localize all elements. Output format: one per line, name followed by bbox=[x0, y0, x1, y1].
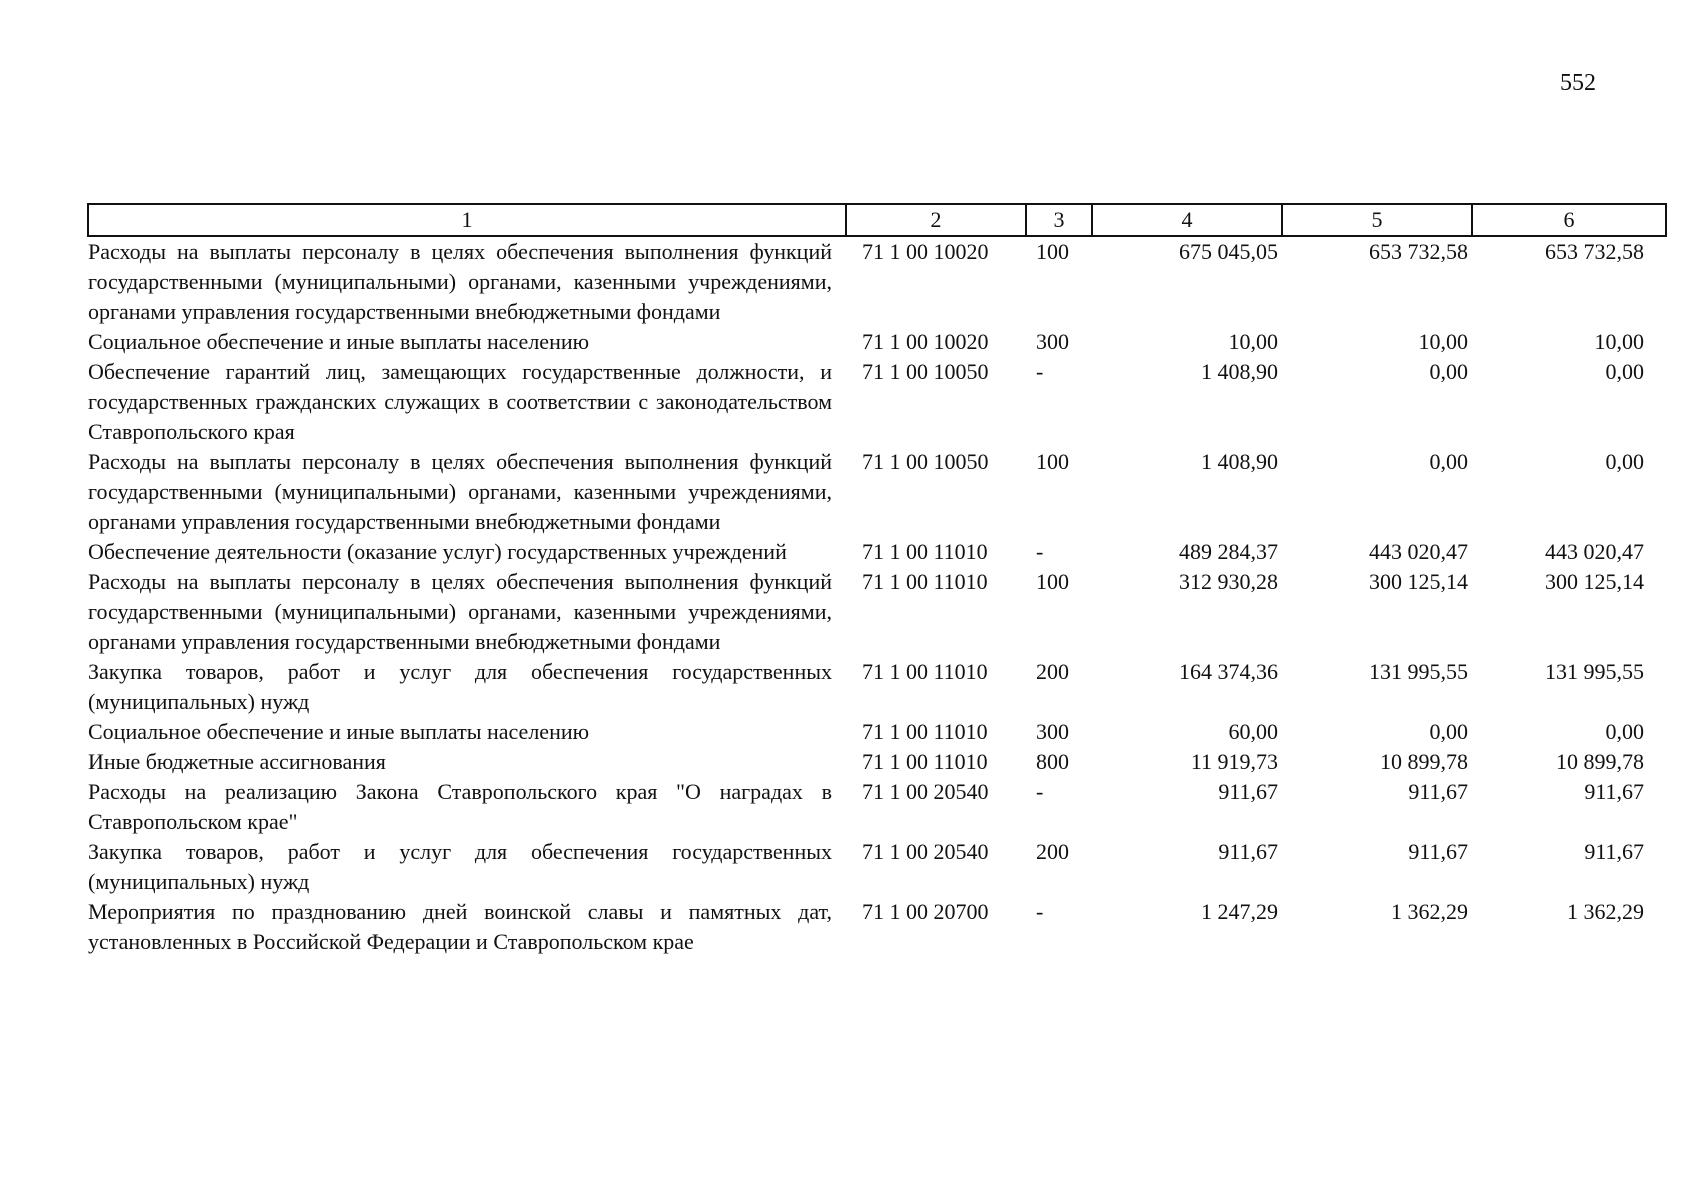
row-value-4: 164 374,36 bbox=[1179, 659, 1278, 684]
row-value-5: 653 732,58 bbox=[1369, 239, 1468, 264]
row-value-6: 300 125,14 bbox=[1545, 569, 1644, 594]
row-expense-type: - bbox=[1036, 539, 1044, 564]
row-value-6: 0,00 bbox=[1605, 449, 1644, 474]
table-row bbox=[88, 357, 1666, 447]
row-name: Расходы на выплаты персоналу в целях обеспечения выполнения функций государственными (муниципальными) органами, казенными учреждениями, органами управления государственными внебюджетными фондами bbox=[88, 239, 832, 324]
row-value-4: 11 919,73 bbox=[1190, 749, 1278, 774]
row-name: Иные бюджетные ассигнования bbox=[88, 749, 386, 774]
table-row bbox=[88, 236, 1666, 327]
table-row bbox=[88, 537, 1666, 567]
row-value-4: 10,00 bbox=[1228, 329, 1278, 354]
row-name: Закупка товаров, работ и услуг для обеспечения государственных (муниципальных) нужд bbox=[88, 839, 832, 894]
row-target-code: 71 1 00 11010 bbox=[862, 749, 988, 774]
row-value-6: 911,67 bbox=[1584, 839, 1644, 864]
column-header-5: 5 bbox=[1282, 204, 1472, 236]
row-target-code: 71 1 00 20540 bbox=[862, 779, 989, 804]
table-row bbox=[88, 777, 1666, 837]
row-name: Социальное обеспечение и иные выплаты населению bbox=[88, 329, 590, 354]
row-value-6: 1 362,29 bbox=[1567, 899, 1644, 924]
row-value-6: 0,00 bbox=[1605, 719, 1644, 744]
row-target-code: 71 1 00 10050 bbox=[862, 359, 989, 384]
row-expense-type: - bbox=[1036, 779, 1044, 804]
row-value-4: 60,00 bbox=[1228, 719, 1278, 744]
header-row bbox=[88, 204, 1666, 236]
page-number: 552 bbox=[1560, 70, 1596, 96]
row-value-6: 443 020,47 bbox=[1545, 539, 1644, 564]
table-row bbox=[88, 327, 1666, 357]
row-value-6: 911,67 bbox=[1584, 779, 1644, 804]
row-value-5: 131 995,55 bbox=[1369, 659, 1468, 684]
row-value-6: 0,00 bbox=[1605, 359, 1644, 384]
row-value-5: 300 125,14 bbox=[1369, 569, 1468, 594]
row-target-code: 71 1 00 10020 bbox=[862, 329, 989, 354]
row-name: Расходы на реализацию Закона Ставропольского края "О наградах в Ставропольском крае" bbox=[88, 779, 832, 834]
row-expense-type: 300 bbox=[1036, 719, 1069, 744]
row-value-5: 443 020,47 bbox=[1369, 539, 1468, 564]
row-name: Расходы на выплаты персоналу в целях обеспечения выполнения функций государственными (муниципальными) органами, казенными учреждениями, органами управления государственными внебюджетными фондами bbox=[88, 449, 832, 534]
row-target-code: 71 1 00 10020 bbox=[862, 239, 989, 264]
table-row bbox=[88, 717, 1666, 747]
row-expense-type: 800 bbox=[1036, 749, 1069, 774]
row-name: Закупка товаров, работ и услуг для обеспечения государственных (муниципальных) нужд bbox=[88, 659, 832, 714]
row-value-4: 1 247,29 bbox=[1201, 899, 1278, 924]
row-value-5: 0,00 bbox=[1429, 449, 1468, 474]
row-expense-type: 200 bbox=[1036, 839, 1069, 864]
table-row bbox=[88, 567, 1666, 657]
column-header-1: 1 bbox=[88, 204, 846, 236]
row-expense-type: 100 bbox=[1036, 449, 1069, 474]
row-value-5: 0,00 bbox=[1429, 719, 1468, 744]
row-expense-type: 100 bbox=[1036, 569, 1069, 594]
budget-table bbox=[87, 203, 1667, 957]
table-body bbox=[88, 236, 1666, 957]
row-value-6: 10,00 bbox=[1594, 329, 1644, 354]
row-target-code: 71 1 00 10050 bbox=[862, 449, 989, 474]
row-target-code: 71 1 00 11010 bbox=[862, 539, 988, 564]
row-expense-type: 100 bbox=[1036, 239, 1069, 264]
row-value-5: 911,67 bbox=[1408, 839, 1468, 864]
row-name: Расходы на выплаты персоналу в целях обеспечения выполнения функций государственными (муниципальными) органами, казенными учреждениями, органами управления государственными внебюджетными фондами bbox=[88, 569, 832, 654]
row-expense-type: - bbox=[1036, 899, 1044, 924]
row-value-5: 0,00 bbox=[1429, 359, 1468, 384]
row-target-code: 71 1 00 11010 bbox=[862, 719, 988, 744]
row-value-6: 10 899,78 bbox=[1556, 749, 1644, 774]
table-row bbox=[88, 837, 1666, 897]
row-target-code: 71 1 00 20700 bbox=[862, 899, 989, 924]
row-value-4: 911,67 bbox=[1218, 779, 1278, 804]
row-value-5: 911,67 bbox=[1408, 779, 1468, 804]
budget-table-container bbox=[87, 203, 1665, 957]
row-value-5: 1 362,29 bbox=[1391, 899, 1468, 924]
row-value-6: 131 995,55 bbox=[1545, 659, 1644, 684]
table-header bbox=[88, 204, 1666, 236]
row-value-4: 312 930,28 bbox=[1179, 569, 1278, 594]
table-row bbox=[88, 657, 1666, 717]
row-value-4: 911,67 bbox=[1218, 839, 1278, 864]
row-target-code: 71 1 00 20540 bbox=[862, 839, 989, 864]
column-header-6: 6 bbox=[1472, 204, 1666, 236]
column-header-2: 2 bbox=[846, 204, 1026, 236]
row-target-code: 71 1 00 11010 bbox=[862, 569, 988, 594]
table-row bbox=[88, 747, 1666, 777]
row-value-5: 10 899,78 bbox=[1380, 749, 1468, 774]
row-expense-type: 200 bbox=[1036, 659, 1069, 684]
row-name: Обеспечение деятельности (оказание услуг) государственных учреждений bbox=[88, 539, 787, 564]
column-header-3: 3 bbox=[1026, 204, 1092, 236]
row-value-4: 1 408,90 bbox=[1201, 449, 1278, 474]
row-name: Социальное обеспечение и иные выплаты населению bbox=[88, 719, 590, 744]
row-value-4: 1 408,90 bbox=[1201, 359, 1278, 384]
row-value-6: 653 732,58 bbox=[1545, 239, 1644, 264]
table-row bbox=[88, 897, 1666, 957]
row-expense-type: - bbox=[1036, 359, 1044, 384]
row-value-5: 10,00 bbox=[1418, 329, 1468, 354]
table-row bbox=[88, 447, 1666, 537]
row-name: Обеспечение гарантий лиц, замещающих государственные должности, и государственных гражданских служащих в соответствии с законодательством Ставропольского края bbox=[88, 359, 832, 444]
column-header-4: 4 bbox=[1092, 204, 1282, 236]
row-name: Мероприятия по празднованию дней воинской славы и памятных дат, установленных в Российской Федерации и Ставропольском крае bbox=[88, 899, 832, 954]
row-value-4: 675 045,05 bbox=[1179, 239, 1278, 264]
row-expense-type: 300 bbox=[1036, 329, 1069, 354]
row-value-4: 489 284,37 bbox=[1179, 539, 1278, 564]
row-target-code: 71 1 00 11010 bbox=[862, 659, 988, 684]
